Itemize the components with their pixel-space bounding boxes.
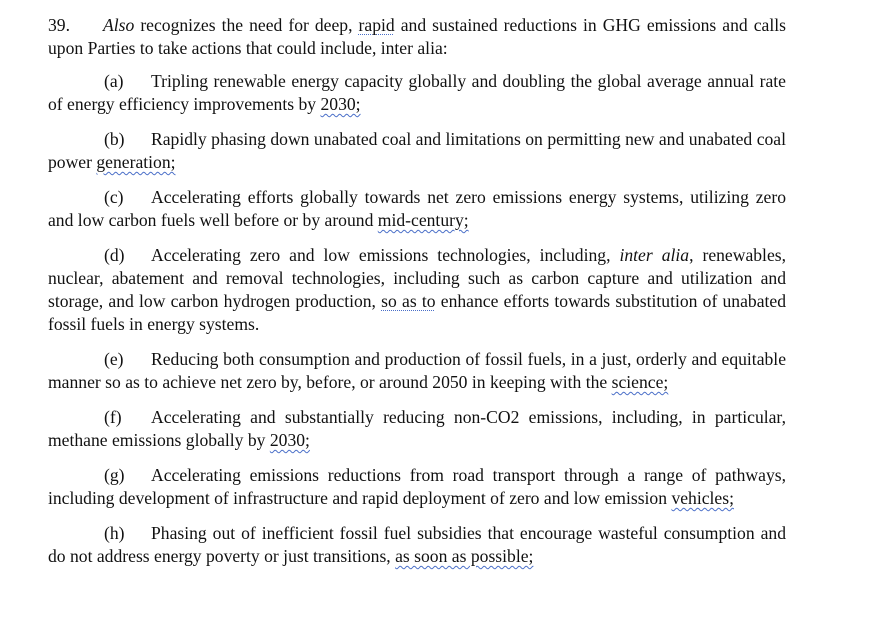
- paragraph-text: and sustained reductions in GHG emissions and calls upon Parties to take actions that could include, inter alia:: [48, 15, 786, 58]
- item-letter: (b): [104, 129, 125, 149]
- list-item-g: [48, 464, 786, 510]
- item-letter: (d): [104, 245, 125, 265]
- lead-italic-text: Also: [103, 15, 135, 35]
- item-letter: (h): [104, 523, 125, 543]
- item-text: Accelerating and substantially reducing non-CO2 emissions, including, in particular, methane emissions globally by: [48, 407, 786, 450]
- item-letter: (f): [104, 407, 122, 427]
- spelling-flag[interactable]: mid-century;: [377, 210, 469, 230]
- item-letter: (a): [104, 71, 124, 91]
- spelling-flag[interactable]: science;: [611, 372, 669, 392]
- item-letter: (c): [104, 187, 124, 207]
- item-text: Accelerating zero and low emissions technologies, including,: [151, 245, 620, 265]
- list-item-a: [48, 70, 786, 116]
- item-text: enhance efforts towards substitution of unabated fossil fuels in energy systems.: [48, 291, 787, 334]
- spelling-flag[interactable]: vehicles;: [671, 488, 734, 508]
- paragraph-number: 39.: [48, 15, 70, 35]
- spelling-flag[interactable]: 2030;: [320, 94, 361, 114]
- paragraph-text: recognizes the need for deep,: [134, 15, 359, 35]
- list-item-e: [48, 348, 786, 394]
- grammar-flag-so-as-to[interactable]: so as to: [381, 291, 436, 311]
- item-letter: (e): [104, 349, 124, 369]
- item-text: Tripling renewable energy capacity globally and doubling the global average annual rate of energy efficiency improvements by: [48, 71, 786, 114]
- list-item-c: [48, 186, 786, 232]
- item-text: Reducing both consumption and production of fossil fuels, in a just, orderly and equitable manner so as to achieve net zero by, before, or around 2050 in keeping with the: [48, 349, 786, 392]
- item-text: Accelerating efforts globally towards net zero emissions energy systems, utilizing zero and low carbon fuels well before or by around: [48, 187, 786, 230]
- item-italic-text: inter alia: [619, 245, 690, 265]
- paragraph-39: [48, 14, 786, 60]
- item-text: , renewables, nuclear, abatement and removal technologies, including such as carbon capture and utilization and storage, and low carbon hydrogen production,: [48, 245, 786, 311]
- grammar-flag-rapid[interactable]: rapid: [358, 15, 395, 35]
- spelling-flag[interactable]: 2030;: [269, 430, 310, 450]
- list-item-h: [48, 522, 786, 568]
- list-item-d: [48, 244, 786, 336]
- spelling-flag[interactable]: as soon as possible;: [395, 546, 534, 566]
- list-item-f: [48, 406, 786, 452]
- list-item-b: [48, 128, 786, 174]
- document-body: [48, 14, 786, 568]
- item-text: Phasing out of inefficient fossil fuel subsidies that encourage wasteful consumption and do not address energy poverty or just transitions,: [48, 523, 786, 566]
- item-text: Accelerating emissions reductions from road transport through a range of pathways, including development of infrastructure and rapid deployment of zero and low emission: [48, 465, 786, 508]
- spelling-flag[interactable]: generation;: [96, 152, 176, 172]
- item-text: Rapidly phasing down unabated coal and limitations on permitting new and unabated coal power: [48, 129, 786, 172]
- item-letter: (g): [104, 465, 125, 485]
